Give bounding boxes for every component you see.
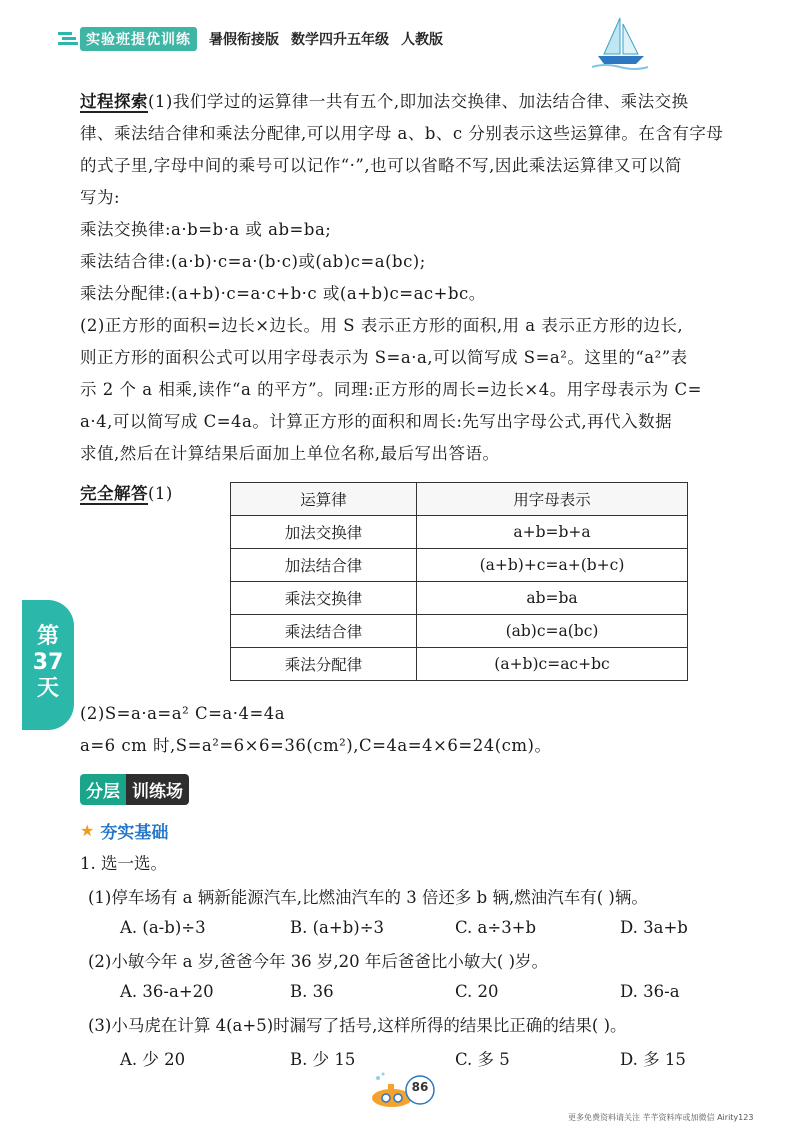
table-cell: ab=ba	[417, 582, 688, 615]
explore-line: a·4,可以简写成 C=4a。计算正方形的面积和周长:先写出字母公式,再代入数据	[80, 412, 673, 431]
training-title	[80, 774, 189, 805]
publisher-label: 人教版	[401, 32, 443, 48]
option-row	[120, 982, 720, 1006]
table-row	[231, 582, 688, 615]
table-cell: a+b=b+a	[417, 516, 688, 549]
basic-label: 夯实基础	[100, 823, 169, 843]
explore-line: 的式子里,字母中间的乘号可以记作“·”,也可以省略不写,因此乘法运算律又可以简	[80, 156, 682, 175]
table-cell: 加法结合律	[231, 549, 417, 582]
star-icon: ★	[80, 821, 95, 840]
training-title-part-b: 训练场	[126, 774, 189, 805]
answer-part2	[80, 698, 760, 762]
explore-line	[80, 86, 760, 118]
explore-line: 律、乘法结合律和乘法分配律,可以用字母 a、b、c 分别表示这些运算律。在含有字母	[80, 124, 724, 143]
table-row	[231, 549, 688, 582]
explore-line: 示 2 个 a 相乘,读作“a 的平方”。同理:正方形的周长=边长×4。用字母表示为 C=	[80, 380, 702, 399]
table-cell: (a+b)+c=a+(b+c)	[417, 549, 688, 582]
option-c[interactable]: C. 多 5	[455, 1050, 510, 1069]
question-stem: (2)小敏今年 a 岁,爸爸今年 36 岁,20 年后爸爸比小敏大( )岁。	[88, 952, 549, 971]
table-header: 运算律	[231, 483, 417, 516]
explore-line: 乘法交换律:a·b=b·a 或 ab=ba;	[80, 220, 332, 239]
explore-line: 乘法结合律:(a·b)·c=a·(b·c)或(ab)c=a(bc);	[80, 252, 426, 271]
option-d[interactable]: D. 36-a	[620, 982, 680, 1001]
table-row	[231, 516, 688, 549]
answer-heading	[80, 478, 230, 510]
question-stem: (1)停车场有 a 辆新能源汽车,比燃油汽车的 3 倍还多 b 辆,燃油汽车有( )辆。	[88, 888, 648, 907]
answer-part1-label: (1)	[148, 484, 173, 503]
table-cell: 乘法结合律	[231, 615, 417, 648]
option-c[interactable]: C. 20	[455, 982, 499, 1001]
option-a[interactable]: A. 少 20	[120, 1050, 186, 1069]
table-row	[231, 615, 688, 648]
option-d[interactable]: D. 3a+b	[620, 918, 688, 937]
operation-laws-table	[230, 482, 688, 681]
page-number: 86	[411, 1080, 429, 1094]
side-tab-char: 天	[36, 676, 59, 701]
footer-watermark: 更多免费资料请关注 芊芊资料库或加微信 Airity123	[568, 1113, 754, 1122]
explore-section	[80, 86, 760, 470]
brand-title: 实验班提优训练	[80, 27, 197, 51]
edition-label: 暑假衔接版	[209, 32, 279, 48]
sailboat-icon	[590, 14, 650, 70]
subject-label: 数学四升五年级	[291, 32, 389, 48]
option-row	[120, 918, 720, 942]
table-cell: (a+b)c=ac+bc	[417, 648, 688, 681]
table-cell: (ab)c=a(bc)	[417, 615, 688, 648]
table-cell: 乘法交换律	[231, 582, 417, 615]
page-number-badge	[368, 1070, 438, 1110]
option-b[interactable]: B. 少 15	[290, 1050, 356, 1069]
explore-line: 乘法分配律:(a+b)·c=a·c+b·c 或(a+b)c=ac+bc。	[80, 284, 486, 303]
explore-line: (2)正方形的面积=边长×边长。用 S 表示正方形的面积,用 a 表示正方形的边长,	[80, 316, 684, 335]
training-title-part-a: 分层	[80, 774, 126, 805]
side-tab-char: 第	[36, 624, 59, 649]
explore-line: 求值,然后在计算结果后面加上单位名称,最后写出答语。	[80, 444, 500, 463]
option-b[interactable]: B. 36	[290, 982, 334, 1001]
option-d[interactable]: D. 多 15	[620, 1050, 686, 1069]
side-tab-number: 37	[32, 650, 64, 675]
question-1-title: 1. 选一选。	[80, 854, 167, 873]
table-header-row	[231, 483, 688, 516]
basic-heading	[80, 818, 168, 843]
table-header: 用字母表示	[417, 483, 688, 516]
answer-line: (2)S=a·a=a² C=a·4=4a	[80, 704, 286, 723]
page-header	[80, 24, 443, 54]
explore-text: (1)我们学过的运算律一共有五个,即加法交换律、加法结合律、乘法交换	[148, 92, 689, 111]
day-side-tab	[22, 600, 74, 730]
explore-line: 写为:	[80, 188, 121, 207]
option-a[interactable]: A. 36-a+20	[120, 982, 214, 1001]
table-row	[231, 648, 688, 681]
answer-line: a=6 cm 时,S=a²=6×6=36(cm²),C=4a=4×6=24(cm)。	[80, 736, 552, 755]
brand-logo-icon	[58, 30, 78, 46]
table-cell: 加法交换律	[231, 516, 417, 549]
option-row	[120, 1046, 720, 1070]
option-a[interactable]: A. (a-b)÷3	[120, 918, 206, 937]
question-stem: (3)小马虎在计算 4(a+5)时漏写了括号,这样所得的结果比正确的结果( )。	[88, 1016, 627, 1035]
answer-tag: 完全解答	[80, 484, 148, 503]
table-cell: 乘法分配律	[231, 648, 417, 681]
option-b[interactable]: B. (a+b)÷3	[290, 918, 385, 937]
explore-line: 则正方形的面积公式可以用字母表示为 S=a·a,可以简写成 S=a²。这里的“a²”表	[80, 348, 688, 367]
option-c[interactable]: C. a÷3+b	[455, 918, 537, 937]
explore-tag: 过程探索	[80, 92, 148, 111]
